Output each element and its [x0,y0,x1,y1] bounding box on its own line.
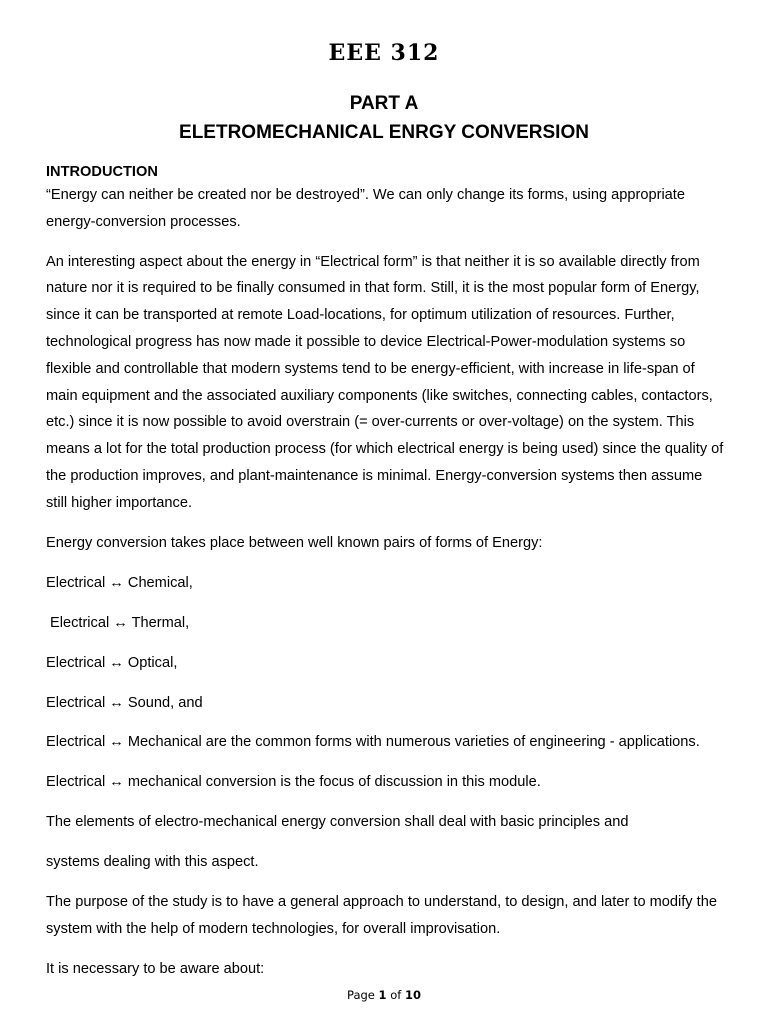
course-code: EEE 312 [328,40,440,66]
document-title: ELETROMECHANICAL ENRGY CONVERSION [179,122,589,143]
paragraph-module-focus: Electrical ↔ mechanical conversion is the focus of discussion in this module. [46,774,541,791]
pair-electrical-thermal: Electrical ↔ Thermal, [50,614,190,631]
page-number: 1 [378,988,387,1002]
paragraph-purpose: The purpose of the study is to have a general approach to understand, to design, and later to modify the system with the help of modern technologies, for overall improvisation. [46,894,717,938]
pair-electrical-sound: Electrical ↔ Sound, and [46,694,203,711]
of-label: of [390,988,402,1002]
document-body [46,163,726,996]
paragraph-aware: It is necessary to be aware about: [46,961,265,978]
paragraph-electrical-form: An interesting aspect about the energy in “Electrical form” is that neither it is so available directly from nature nor it is required to be finally consumed in that form. Still, it is the most popular form of Energy, since it can be transported at remote Load-locations, for optimum utilization of resources. Further, technological progress has now made it possible to device Electrical-Power-modulation systems so flexible and controllable that modern systems tend to be energy-efficient, with increase in life-span of main equipment and the associated auxiliary components (like switches, connecting cables, contactors, etc.) since it is now possible to avoid overstrain (= over-currents or over-voltage) on the system. This means a lot for the total production process (for which electrical energy is being used) since the quality of the production improves, and plant-maintenance is minimal. Energy-conversion systems then assume still higher importance. [46,253,724,511]
total-pages: 10 [404,988,421,1002]
part-title: PART A [349,93,419,114]
pair-electrical-optical: Electrical ↔ Optical, [46,654,178,671]
paragraph-conversion-pairs-intro: Energy conversion takes place between well known pairs of forms of Energy: [46,534,543,551]
introduction-heading: INTRODUCTION [46,164,158,180]
paragraph-elements-line-1: The elements of electro-mechanical energy conversion shall deal with basic principles and [46,814,629,831]
page-footer [0,988,768,1002]
paragraph-elements-line-2: systems dealing with this aspect. [46,854,259,871]
introduction-text: “Energy can neither be created nor be destroyed”. We can only change its forms, using appropriate energy-conversion processes. [46,187,685,230]
pair-electrical-chemical: Electrical ↔ Chemical, [46,574,193,591]
pair-electrical-mechanical: Electrical ↔ Mechanical are the common forms with numerous varieties of engineering - applications. [46,734,700,751]
page-label: Page [347,988,375,1002]
